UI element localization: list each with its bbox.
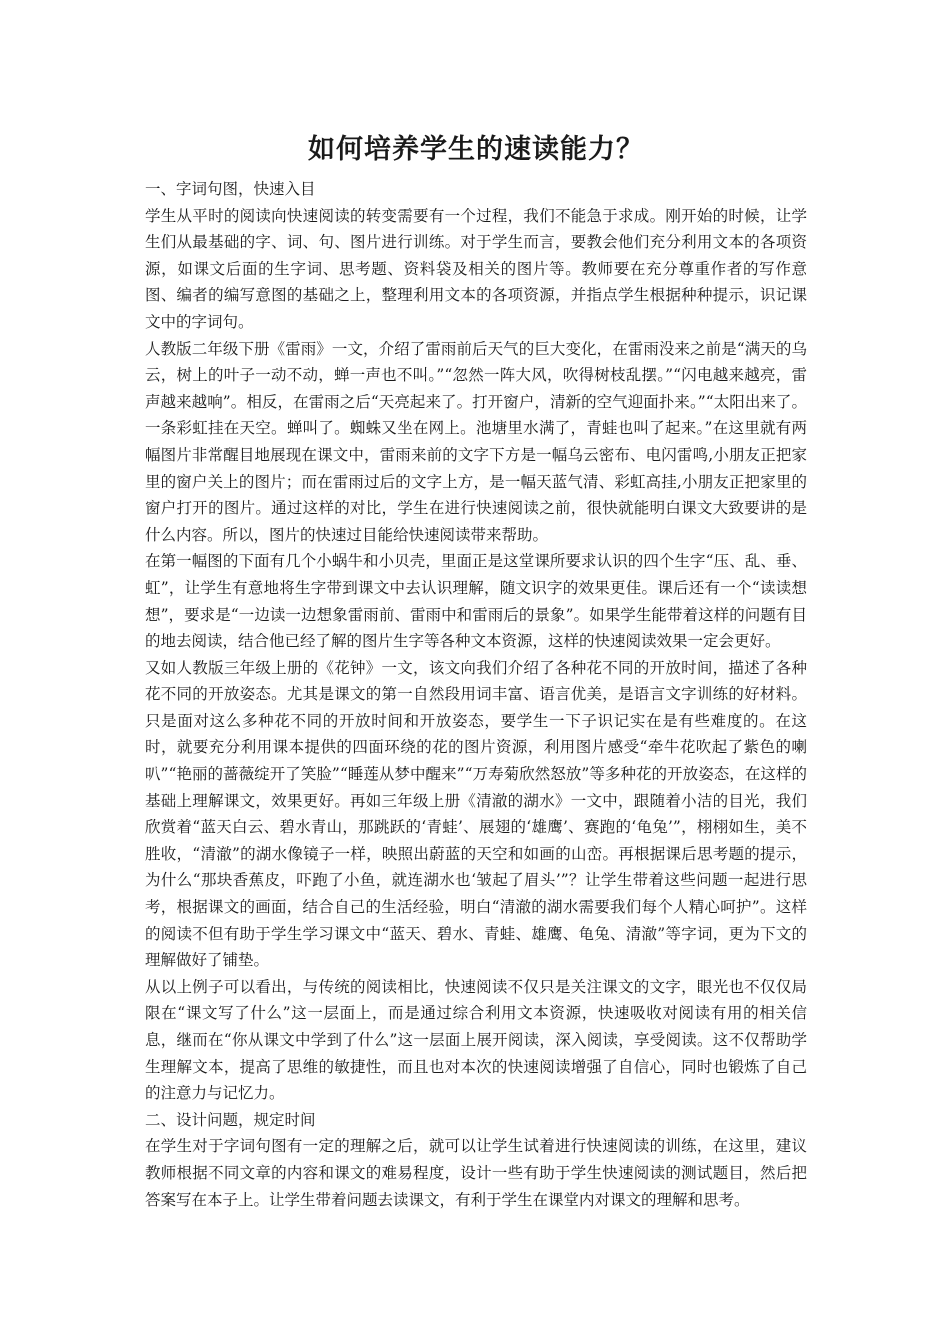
- section-heading-1: 一、字词句图，快速入目: [145, 180, 316, 198]
- paragraph: 学生从平时的阅读向快速阅读的转变需要有一个过程，我们不能急于求成。刚开始的时候，让学生们从最基础的字、词、句、图片进行训练。对于学生而言，要教会他们充分利用文本的各项资源，如课文后面的生字词、思考题、资料袋及相关的图片等。教师要在充分尊重作者的写作意图、编者的编写意图的基础之上，整理利用文本的各项资源，并指点学生根据种种提示，识记课文中的字词句。: [145, 206, 807, 331]
- paragraph: 从以上例子可以看出，与传统的阅读相比，快速阅读不仅只是关注课文的文字，眼光也不仅仅局限在“课文写了什么”这一层面上，而是通过综合利用文本资源，快速吸收对阅读有用的相关信息，继而在“你从课文中学到了什么”这一层面上展开阅读，深入阅读，享受阅读。这不仅帮助学生理解文本，提高了思维的敏捷性，而且也对本次的快速阅读增强了自信心，同时也锻炼了自己的注意力与记忆力。: [145, 977, 807, 1103]
- section-heading-2: 二、设计问题，规定时间: [145, 1110, 316, 1129]
- document-title: 如何培养学生的速读能力？: [308, 134, 644, 165]
- paragraph: 人教版二年级下册《雷雨》一文，介绍了雷雨前后天气的巨大变化，在雷雨没来之前是“满天的乌云，树上的叶子一动不动，蝉一声也不叫。”“忽然一阵大风，吹得树枝乱摆。”“闪电越来越亮，雷声越来越响”。相反，在雷雨之后“天亮起来了。打开窗户，清新的空气迎面扑来。”“太阳出来了。一条彩虹挂在天空。蝉叫了。蜘蛛又坐在网上。池塘里水满了，青蛙也叫了起来。”在这里就有两幅图片非常醒目地展现在课文中，雷雨来前的文字下方是一幅乌云密布、电闪雷鸣,小朋友正把家里的窗户关上的图片；而在雷雨过后的文字上方，是一幅天蓝气清、彩虹高挂,小朋友正把家里的窗户打开的图片。通过这样的对比，学生在进行快速阅读之前，很快就能明白课文大致要讲的是什么内容。所以，图片的快速过目能给快速阅读带来帮助。: [145, 339, 807, 544]
- document-body: [145, 128, 807, 1213]
- paragraph: 在学生对于字词句图有一定的理解之后，就可以让学生试着进行快速阅读的训练，在这里，建议教师根据不同文章的内容和课文的难易程度，设计一些有助于学生快速阅读的测试题目，然后把答案写在本子上。让学生带着问题去读课文，有利于学生在课堂内对课文的理解和思考。: [145, 1137, 807, 1209]
- paragraph: 又如人教版三年级上册的《花钟》一文，该文向我们介绍了各种花不同的开放时间，描述了各种花不同的开放姿态。尤其是课文的第一自然段用词丰富、语言优美，是语言文字训练的好材料。只是面对这么多种花不同的开放时间和开放姿态，要学生一下子识记实在是有些难度的。在这时，就要充分利用课本提供的四面环绕的花的图片资源，利用图片感受“牵牛花吹起了紫色的喇叭”“艳丽的蔷薇绽开了笑脸”“睡莲从梦中醒来”“万寿菊欣然怒放”等多种花的开放姿态，在这样的基础上理解课文，效果更好。再如三年级上册《清澈的湖水》一文中，跟随着小洁的目光，我们欣赏着“蓝天白云、碧水青山，那跳跃的‘青蛙’、展翅的‘雄鹰’、赛跑的‘龟兔’”，栩栩如生，美不胜收，“清澈”的湖水像镜子一样，映照出蔚蓝的天空和如画的山峦。再根据课后思考题的提示，为什么“那块香蕉皮，吓跑了小鱼，就连湖水也‘皱起了眉头’”？让学生带着这些问题一起进行思考，根据课文的画面，结合自己的生活经验，明白“清澈的湖水需要我们每个人精心呵护”。这样的阅读不但有助于学生学习课文中“蓝天、碧水、青蛙、雄鹰、龟兔、清澈”等字词，更为下文的理解做好了铺垫。: [145, 658, 807, 970]
- paragraph: 在第一幅图的下面有几个小蜗牛和小贝壳，里面正是这堂课所要求认识的四个生字“压、乱、垂、虹”，让学生有意地将生字带到课文中去认识理解，随文识字的效果更佳。课后还有一个“读读想想”，要求是“一边读一边想象雷雨前、雷雨中和雷雨后的景象”。如果学生能带着这样的问题有目的地去阅读，结合他已经了解的图片生字等各种文本资源，这样的快速阅读效果一定会更好。: [145, 552, 807, 651]
